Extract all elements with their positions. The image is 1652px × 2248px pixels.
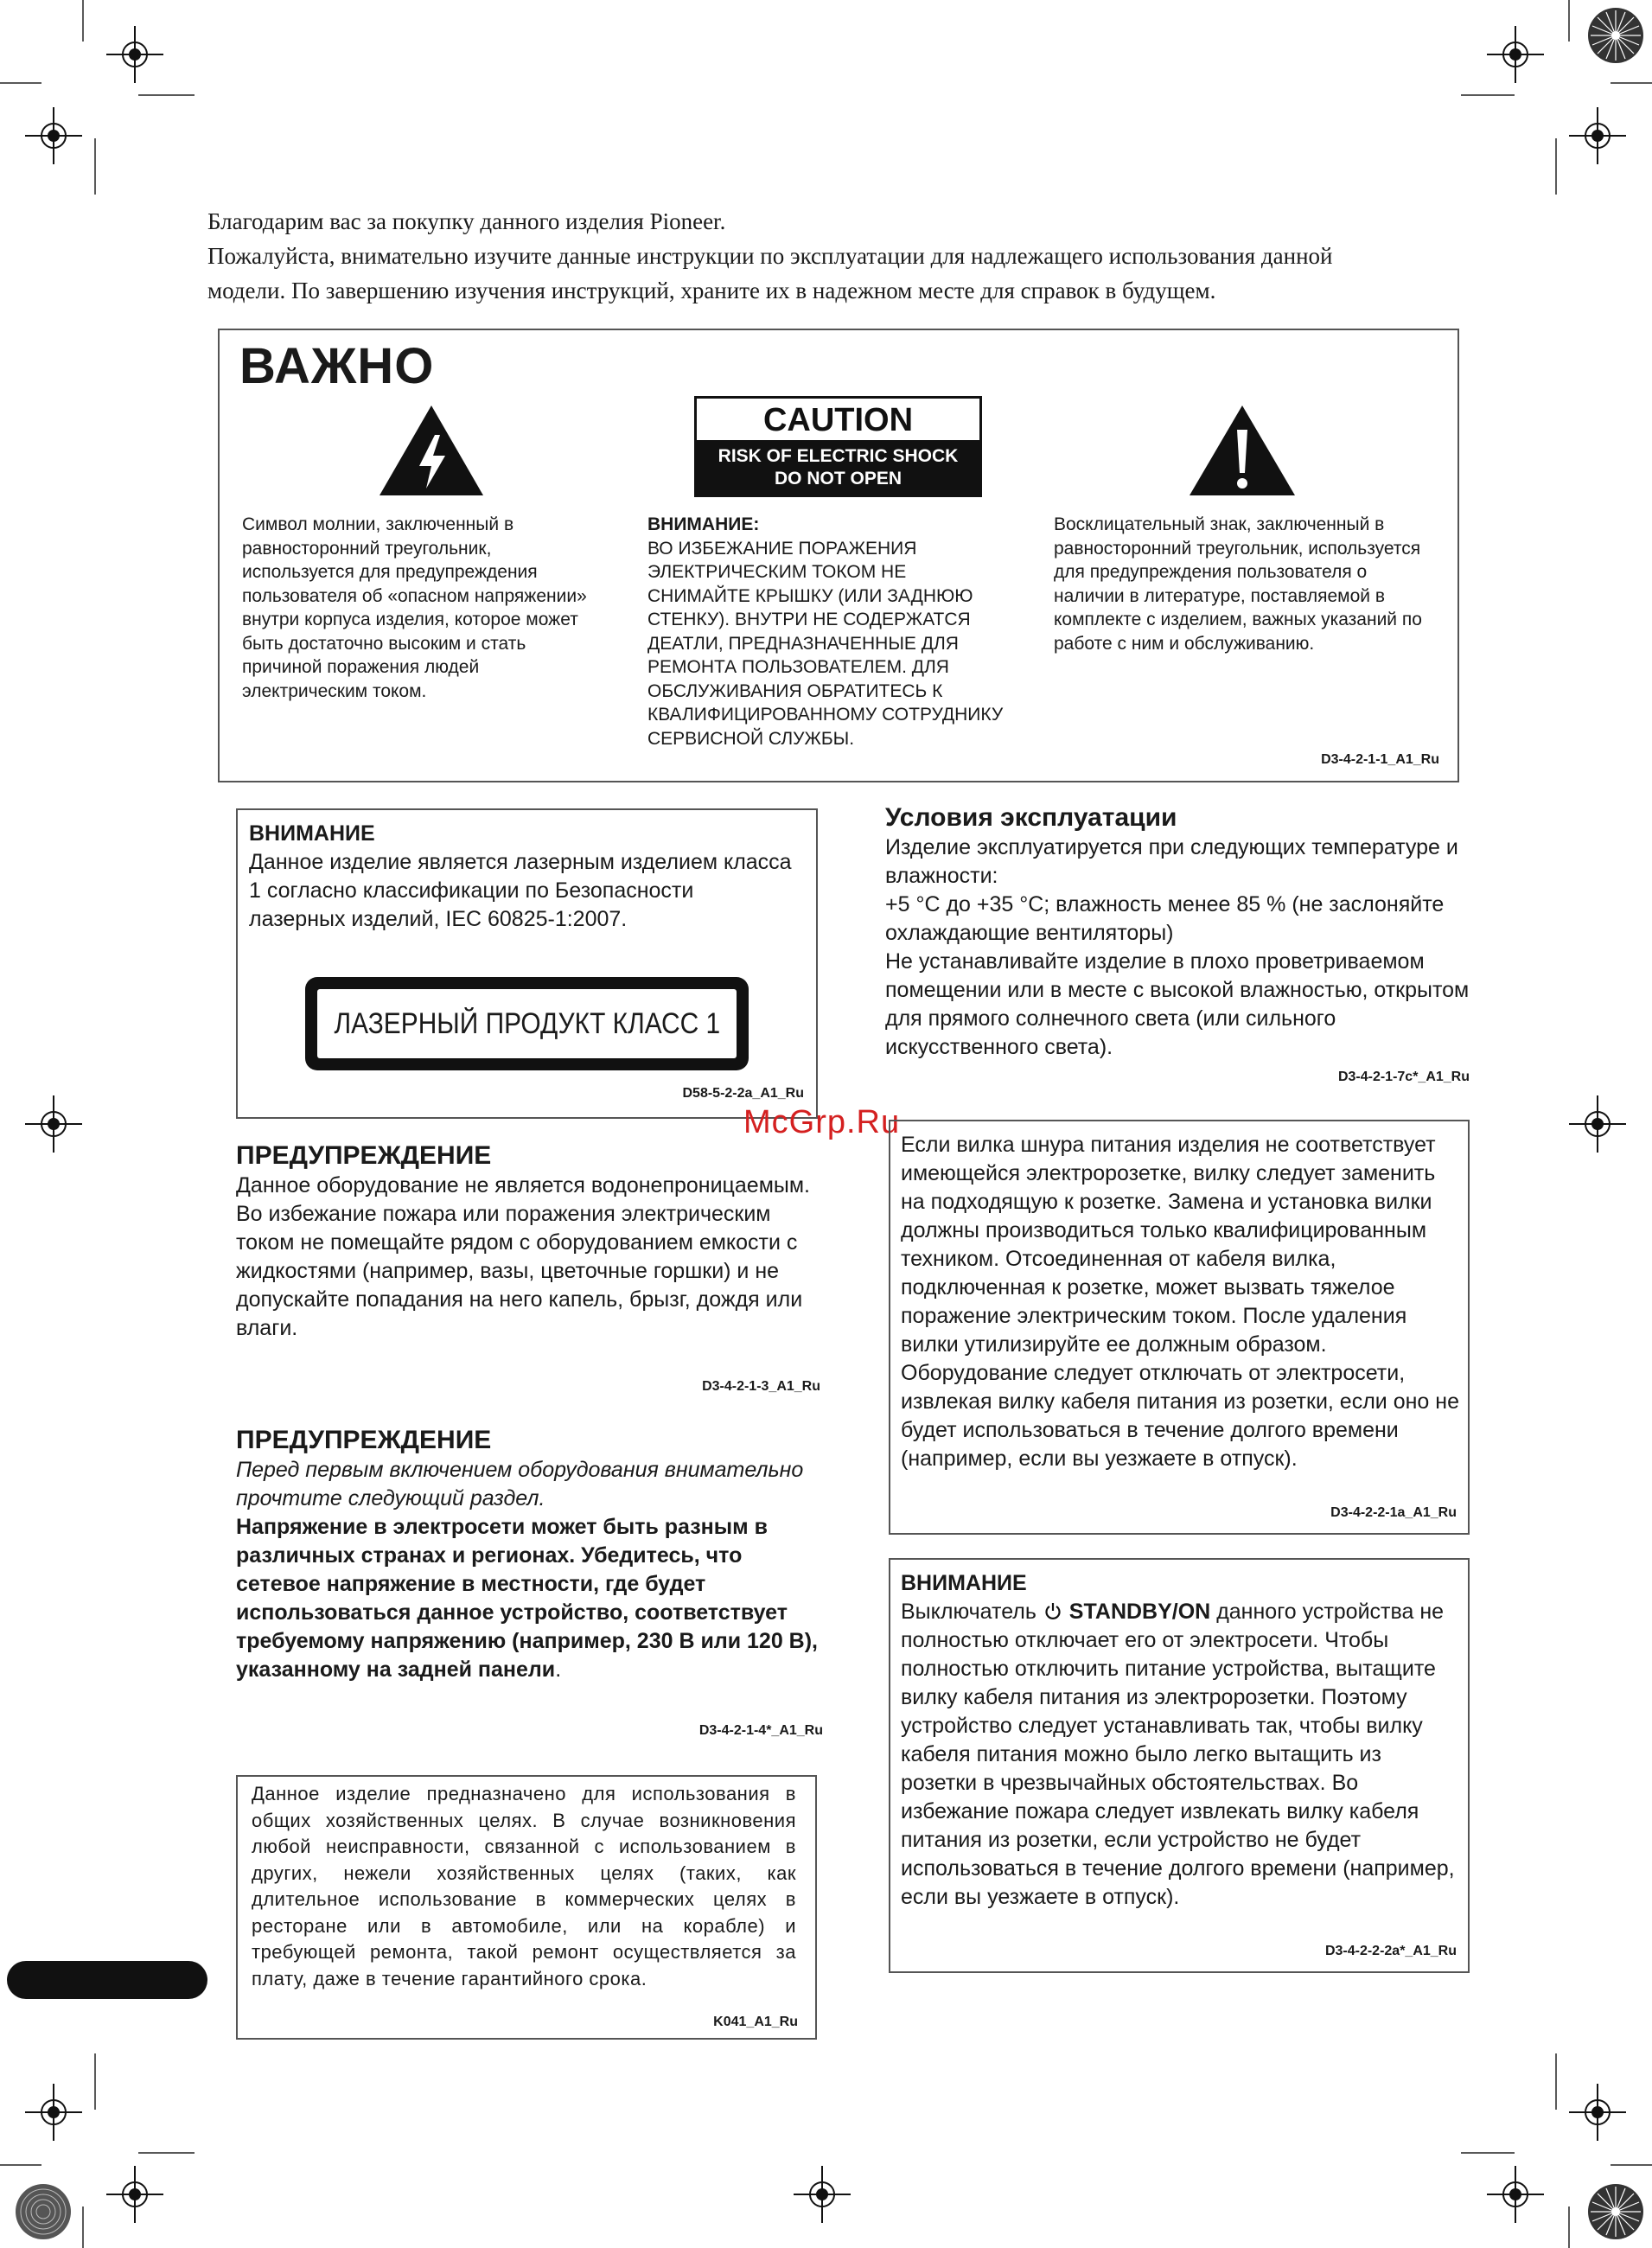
standby-button-label: STANDBY/ON (1068, 1600, 1211, 1624)
water-warning-code: D3-4-2-1-3_A1_Ru (702, 1379, 820, 1394)
starburst-mark-icon (1587, 7, 1644, 64)
watermark: McGrp.Ru (743, 1104, 901, 1140)
caution-sign-title: CAUTION (762, 402, 914, 438)
registration-mark-icon (106, 26, 163, 83)
conditions-code: D3-4-2-1-7c*_A1_Ru (1337, 1070, 1470, 1084)
conditions-text-3: Не устанавливайте изделие в плохо проветриваемом помещении или в месте с высокой влажностью, открытом для прямого солнечного света (или сильного искусственного света). (885, 949, 1470, 1059)
conditions-heading: Условия эксплуатации (885, 803, 1177, 832)
registration-mark-icon (794, 2166, 851, 2223)
standby-heading: ВНИМАНИЕ (901, 1571, 1027, 1595)
caution-warning-text: ВО ИЗБЕЖАНИЕ ПОРАЖЕНИЯ ЭЛЕКТРИЧЕСКИМ ТОКОМ НЕ СНИМАЙТЕ КРЫШКУ (ИЛИ ЗАДНЮЮ СТЕНКУ). ВНУТРИ НЕ СОДЕРЖАТСЯ ДЕАТЛИ, ПРЕДНАЗНАЧЕННЫЕ ДЛЯ РЕМОНТА ПОЛЬЗОВАТЕЛЕМ. ДЛЯ ОБСЛУЖИВАНИЯ ОБРАТИТЕСЬ К КВАЛИФИЦИРОВАННОМУ СОТРУДНИКУ СЕРВИСНОЙ СЛУЖБЫ. (647, 538, 1004, 749)
registration-mark-icon (25, 107, 82, 164)
voltage-warning-italic: Перед первым включением оборудования внимательно прочтите следующий раздел. (236, 1458, 804, 1510)
household-text: Данное изделие предназначено для использования в общих хозяйственных целях. В случае возникновения любой неисправности, связанной с использованием в других, нежели хозяйственных целях (таких, как длительное использование в коммерческих целях в ресторане или в автомобиле, или на корабле) и требующей ремонта, такой ремонт осуществляется за плату, даже в течение гарантийного срока. (252, 1783, 796, 1989)
exclamation-description: Восклицательный знак, заключенный в равносторонний треугольник, используется для предупреждения пользователя о наличии в литературе, поставляемой в комплекте с изделием, важных указаний по работе с ним и обслуживанию. (1054, 514, 1422, 654)
registration-mark-icon (1569, 2084, 1626, 2141)
important-title: ВАЖНО (239, 338, 435, 394)
registration-mark-icon (25, 1095, 82, 1153)
caution-sign-line-1: RISK OF ELECTRIC SHOCK (718, 446, 959, 466)
registration-mark-icon (106, 2166, 163, 2223)
registration-mark-icon (1487, 2166, 1544, 2223)
lightning-description: Символ молнии, заключенный в равносторонний треугольник, используется для предупреждения пользователя об «опасном напряжении» внутри корпуса изделия, которое может быть достаточно высоким и стать причиной поражения людей электрическим током. (242, 514, 587, 701)
voltage-warning-heading: ПРЕДУПРЕЖДЕНИЕ (236, 1426, 492, 1454)
standby-code: D3-4-2-2-2a*_A1_Ru (1324, 1944, 1457, 1958)
registration-mark-icon (1569, 1095, 1626, 1153)
voltage-warning-period: . (555, 1657, 562, 1682)
conditions-text-2: +5 °C до +35 °C; влажность менее 85 % (не заслоняйте охлаждающие вентиляторы) (885, 892, 1445, 945)
conditions-text-1: Изделие эксплуатируется при следующих температуре и влажности: (885, 835, 1458, 888)
plug-text-2: Оборудование следует отключать от электросети, извлекая вилку кабеля питания из розетки, если оно не будет использоваться в течение долгого времени (например, если вы уезжаете в отпуск). (901, 1361, 1459, 1471)
plug-text-1: Если вилка шнура питания изделия не соответствует имеющейся электророзетке, вилку следует заменить на подходящую к розетке. Замена и установка вилки должны производиться только квалифицированным техником. Отсоединенная от кабеля вилка, подключенная к розетке, может вызвать тяжелое поражение электрическим током. После удаления вилки утилизируйте ее должным образом. (901, 1133, 1436, 1357)
laser-heading: ВНИМАНИЕ (249, 821, 375, 846)
important-code: D3-4-2-1-1_A1_Ru (1321, 752, 1439, 767)
household-code: K041_A1_Ru (713, 2015, 798, 2029)
water-warning-text: Данное оборудование не является водонепроницаемым. Во избежание пожара или поражения электрическим током не помещайте рядом с оборудованием емкости с жидкостями (например, вазы, цветочные горшки) и не допускайте попадания на него капель, брызг, дождя или влаги. (236, 1173, 810, 1340)
starburst-mark-icon (15, 2183, 72, 2240)
registration-mark-icon (1569, 107, 1626, 164)
starburst-mark-icon (1587, 2183, 1644, 2240)
laser-class-text: ЛАЗЕРНЫЙ ПРОДУКТ КЛАСС 1 (334, 1006, 720, 1040)
voltage-warning-bold: Напряжение в электросети может быть разным в различных странах и регионах. Убедитесь, что сетевое напряжение в местности, где будет использоваться данное устройство, соответствует требуемому напряжению (например, 230 В или 120 В), указанному на задней панели (236, 1515, 818, 1682)
intro-line-1: Благодарим вас за покупку данного изделия Pioneer. (207, 208, 726, 234)
intro-line-3: модели. По завершению изучения инструкций, храните их в надежном месте для справок в будущем. (207, 278, 1216, 303)
registration-mark-icon (25, 2084, 82, 2141)
standby-text: данного устройства не полностью отключает его от электросети. Чтобы полностью отключить питание устройства, вытащите вилку кабеля питания из электророзетки. Поэтому устройство следует устанавливать так, чтобы вилку кабеля питания можно было легко вытащить из розетки в чрезвычайных обстоятельствах. Во избежание пожара следует извлекать вилку кабеля питания из розетки, если устройство не будет использоваться в течение долгого времени (например, если вы уезжаете в отпуск). (901, 1600, 1455, 1909)
laser-code: D58-5-2-2a_A1_Ru (682, 1086, 804, 1101)
caution-warning-heading: ВНИМАНИЕ: (647, 514, 760, 534)
voltage-warning-code: D3-4-2-1-4*_A1_Ru (698, 1723, 823, 1738)
intro-line-2: Пожалуйста, внимательно изучите данные инструкции по эксплуатации для надлежащего использования данной (207, 243, 1333, 269)
plug-code: D3-4-2-2-1a_A1_Ru (1330, 1505, 1457, 1520)
laser-text: Данное изделие является лазерным изделием класса 1 согласно классификации по Безопасности лазерных изделий, IEC 60825-1:2007. (249, 850, 792, 931)
water-warning-heading: ПРЕДУПРЕЖДЕНИЕ (236, 1141, 492, 1170)
caution-sign-line-2: DO NOT OPEN (774, 469, 902, 489)
standby-lead: Выключатель (901, 1600, 1036, 1624)
registration-mark-icon (1487, 26, 1544, 83)
